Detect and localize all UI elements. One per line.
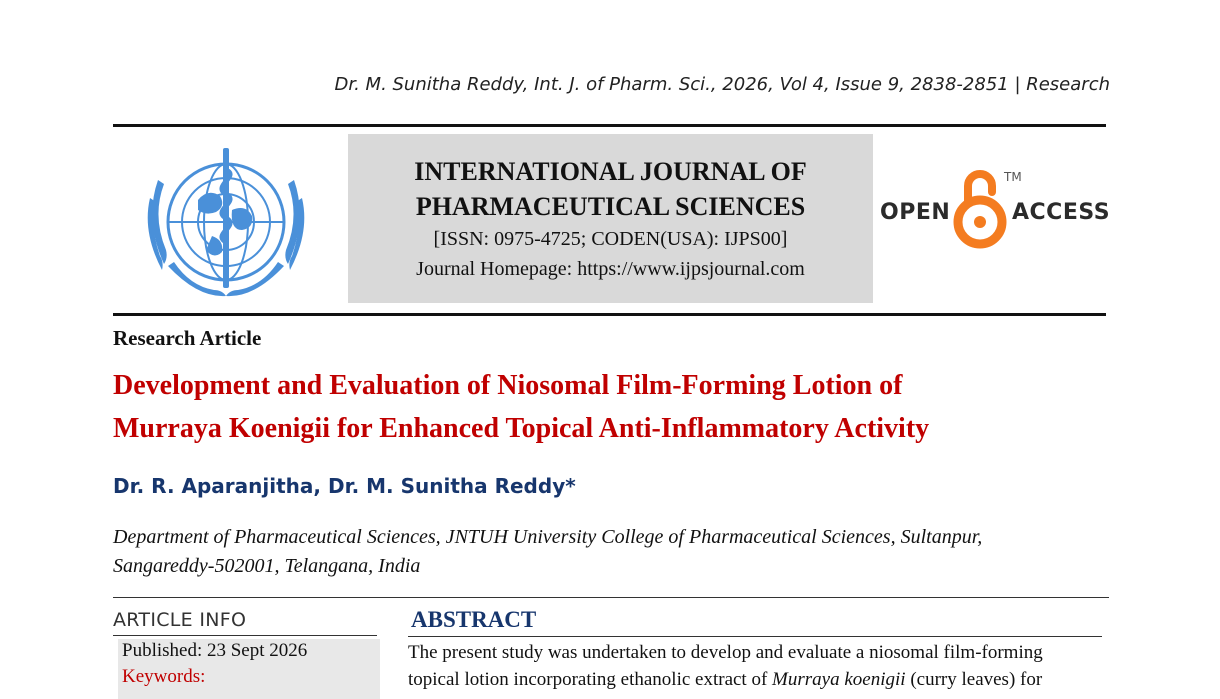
article-info-heading: ARTICLE INFO <box>113 609 247 631</box>
running-header: Dr. M. Sunitha Reddy, Int. J. of Pharm. Sci., 2026, Vol 4, Issue 9, 2838-2851 | Research <box>334 74 1110 95</box>
affiliation-line1: Department of Pharmaceutical Sciences, JNTUH University College of Pharmaceutical Sciences, Sultanpur, <box>113 526 983 548</box>
section-divider <box>113 597 1109 598</box>
journal-masthead <box>348 134 873 303</box>
affiliation-line2: Sangareddy-502001, Telangana, India <box>113 555 421 577</box>
author-affiliation <box>113 523 1113 581</box>
abstract-line1: The present study was undertaken to develop and evaluate a niosomal film-forming <box>408 642 1043 663</box>
open-access-lock-icon <box>952 164 1008 250</box>
who-emblem-icon <box>128 140 324 308</box>
abstract-body <box>408 639 1105 693</box>
abstract-rule <box>408 636 1102 637</box>
open-access-left-word: OPEN <box>880 200 951 225</box>
journal-name-line1: INTERNATIONAL JOURNAL OF <box>414 157 807 186</box>
journal-issn: [ISSN: 0975-4725; CODEN(USA): IJPS00] <box>433 228 788 250</box>
open-access-right-word: ACCESS <box>1012 200 1111 225</box>
journal-homepage: Journal Homepage: https://www.ijpsjournal.com <box>416 258 805 280</box>
article-info-rule <box>113 635 377 636</box>
abstract-line2-end: (curry leaves) for <box>905 669 1043 690</box>
open-access-trademark: TM <box>1004 170 1022 184</box>
article-type: Research Article <box>113 326 262 350</box>
abstract-line2 <box>408 666 1105 693</box>
abstract-line2-start: topical lotion incorporating ethanolic extract of <box>408 669 773 690</box>
journal-name <box>348 154 873 224</box>
species-name: Murraya koenigii <box>772 669 906 690</box>
header-rule-top <box>113 124 1106 127</box>
journal-name-line2: PHARMACEUTICAL SCIENCES <box>415 192 806 221</box>
abstract-heading: ABSTRACT <box>411 607 537 632</box>
article-title-line1: Development and Evaluation of Niosomal Film-Forming Lotion of <box>113 370 903 401</box>
author-list: Dr. R. Aparanjitha, Dr. M. Sunitha Reddy* <box>113 474 576 498</box>
keywords-label: Keywords: <box>122 666 206 687</box>
article-title-line2: Murraya Koenigii for Enhanced Topical Anti-Inflammatory Activity <box>113 413 930 444</box>
header-rule-bottom <box>113 313 1106 316</box>
published-date: Published: 23 Sept 2026 <box>122 640 308 661</box>
article-title <box>113 364 1113 450</box>
